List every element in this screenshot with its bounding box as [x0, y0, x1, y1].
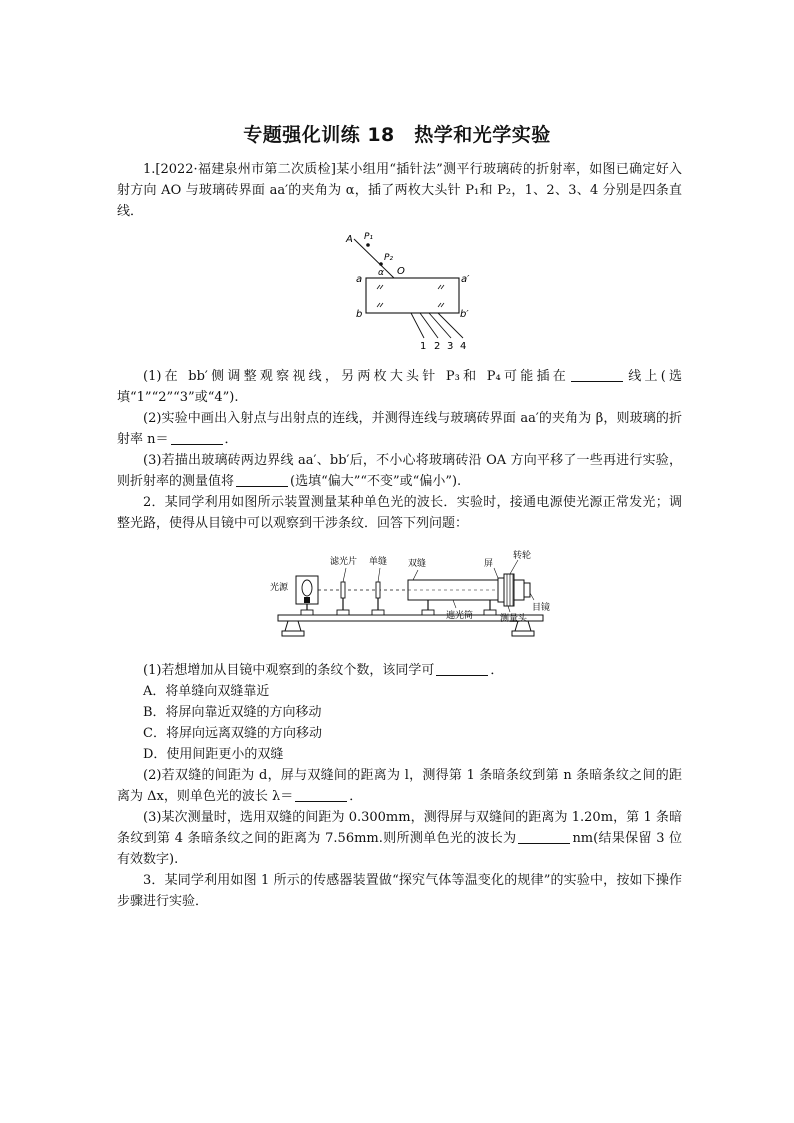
q2-part1 — [117, 660, 682, 681]
label-line-3: 3 — [447, 341, 454, 352]
label-b: b — [356, 309, 363, 320]
glass-block — [366, 278, 459, 313]
line-2 — [420, 313, 438, 338]
bulb-base — [304, 597, 310, 603]
label-light-source: 光源 — [270, 583, 289, 593]
bulb — [302, 580, 312, 596]
q2-option-a: A．将单缝向双缝靠近 — [143, 684, 270, 699]
label-p2: P₂ — [384, 253, 394, 263]
label-single-slit: 单缝 — [369, 557, 388, 567]
line-3 — [429, 313, 451, 338]
q1-part3-text: (3)若描出玻璃砖两边界线 aa′、bb′后，不小心将玻璃砖沿 OA 方向平移了一些再进行实验，则折射率的测量值将 — [117, 453, 682, 489]
label-line-1: 1 — [420, 341, 427, 352]
q1-part3 — [117, 450, 682, 492]
screen — [498, 578, 504, 602]
q2-part2-blank — [295, 787, 347, 802]
q2-part1-text: (1)若想增加从目镜中观察到的条纹个数，该同学可 — [143, 663, 435, 678]
q1-part2-end: ． — [224, 432, 238, 447]
label-line-2: 2 — [434, 341, 441, 352]
measuring-head — [504, 574, 514, 606]
label-tube: 遮光筒 — [446, 611, 474, 621]
q1-part1-blank — [571, 367, 623, 382]
glass-block-figure — [340, 228, 490, 352]
exit-lines — [411, 313, 463, 338]
label-filter: 滤光片 — [330, 557, 358, 567]
q1-part3-end: (选填“偏大”“不变”或“偏小”). — [290, 474, 462, 489]
label-wheel: 转轮 — [513, 551, 532, 561]
q2-part3-end: nm(结果保留 3 位有效数字). — [117, 831, 683, 867]
q2-part2 — [117, 765, 682, 807]
q2-stem: 2．某同学利用如图所示装置测量某种单色光的波长．实验时，接通电源使光源正常发光；调整光路，使得从目镜中可以观察到干涉条纹．回答下列问题： — [117, 495, 682, 531]
q2-part3-text: (3)某次测量时，选用双缝的间距为 0.300mm，测得屏与双缝间的距离为 1.20m，第 1 条暗条纹到第 4 条暗条纹之间的距离为 7.56mm.则所测单色光的波长为 — [117, 810, 682, 846]
q2-part2-end: ． — [349, 789, 363, 804]
line-1 — [411, 313, 424, 338]
filter — [341, 582, 345, 598]
single-slit — [376, 582, 380, 598]
eyepiece-barrel — [514, 580, 524, 600]
q2-part3 — [117, 807, 682, 870]
label-a-prime: a′ — [461, 274, 470, 285]
pin-p1 — [366, 243, 370, 247]
label-alpha: α — [378, 268, 384, 278]
eyepiece — [524, 583, 530, 597]
q2-option-d: D．使用间距更小的双缝 — [143, 747, 284, 762]
q1-part1 — [117, 366, 682, 408]
bench-feet — [282, 621, 534, 636]
q2-part3-blank — [518, 829, 570, 844]
label-double-slit: 双缝 — [408, 559, 427, 569]
q1-stem: 1.[2022·福建泉州市第二次质检]某小组用“插针法”测平行玻璃砖的折射率，如图已确定好入射方向 AO 与玻璃砖界面 aa′的夹角为 α，插了两枚大头针 P₁和 P₂，1、2、3、4 分别是四条直线． — [117, 162, 682, 219]
label-a-point: A — [346, 234, 353, 245]
q1-part2-blank — [171, 430, 223, 445]
label-screen: 屏 — [484, 559, 494, 569]
label-p1: P₁ — [364, 232, 374, 242]
double-slit-apparatus-figure — [268, 548, 560, 648]
q1-part1-text: (1)在 bb′侧调整观察视线，另两枚大头针 P₃和 P₄可能插在 — [143, 369, 569, 384]
q2-part1-end: ． — [490, 663, 504, 678]
label-b-prime: b′ — [460, 309, 469, 320]
q1-part2-text: (2)实验中画出入射点与出射点的连线，并测得连线与玻璃砖界面 aa′的夹角为 β，则玻璃的折射率 n＝ — [117, 411, 682, 447]
pin-p2 — [379, 262, 383, 266]
q2-option-b: B．将屏向靠近双缝的方向移动 — [143, 705, 322, 720]
label-line-4: 4 — [460, 341, 467, 352]
q1-part2 — [117, 408, 682, 450]
q2-part2-text: (2)若双缝的间距为 d，屏与双缝间的距离为 l，测得第 1 条暗条纹到第 n 条暗条纹之间的距离为 Δx，则单色光的波长 λ＝ — [117, 768, 682, 804]
label-a: a — [356, 274, 363, 285]
label-o: O — [397, 266, 405, 277]
page-title: 专题强化训练 18 热学和光学实验 — [243, 124, 551, 146]
label-eyepiece: 目镜 — [532, 603, 551, 613]
q2-option-c: C．将屏向远离双缝的方向移动 — [143, 726, 322, 741]
q3-stem: 3．某同学利用如图 1 所示的传感器装置做“探究气体等温变化的规律”的实验中，按如下操作步骤进行实验． — [117, 873, 682, 909]
q2-part1-blank — [436, 661, 488, 676]
q1-part3-blank — [236, 472, 288, 487]
label-measuring-head: 测量头 — [500, 614, 528, 624]
glass-hatch-marks — [377, 285, 444, 307]
q1-part1-end: 线上(选填“1”“2”“3”或“4”). — [117, 369, 683, 405]
